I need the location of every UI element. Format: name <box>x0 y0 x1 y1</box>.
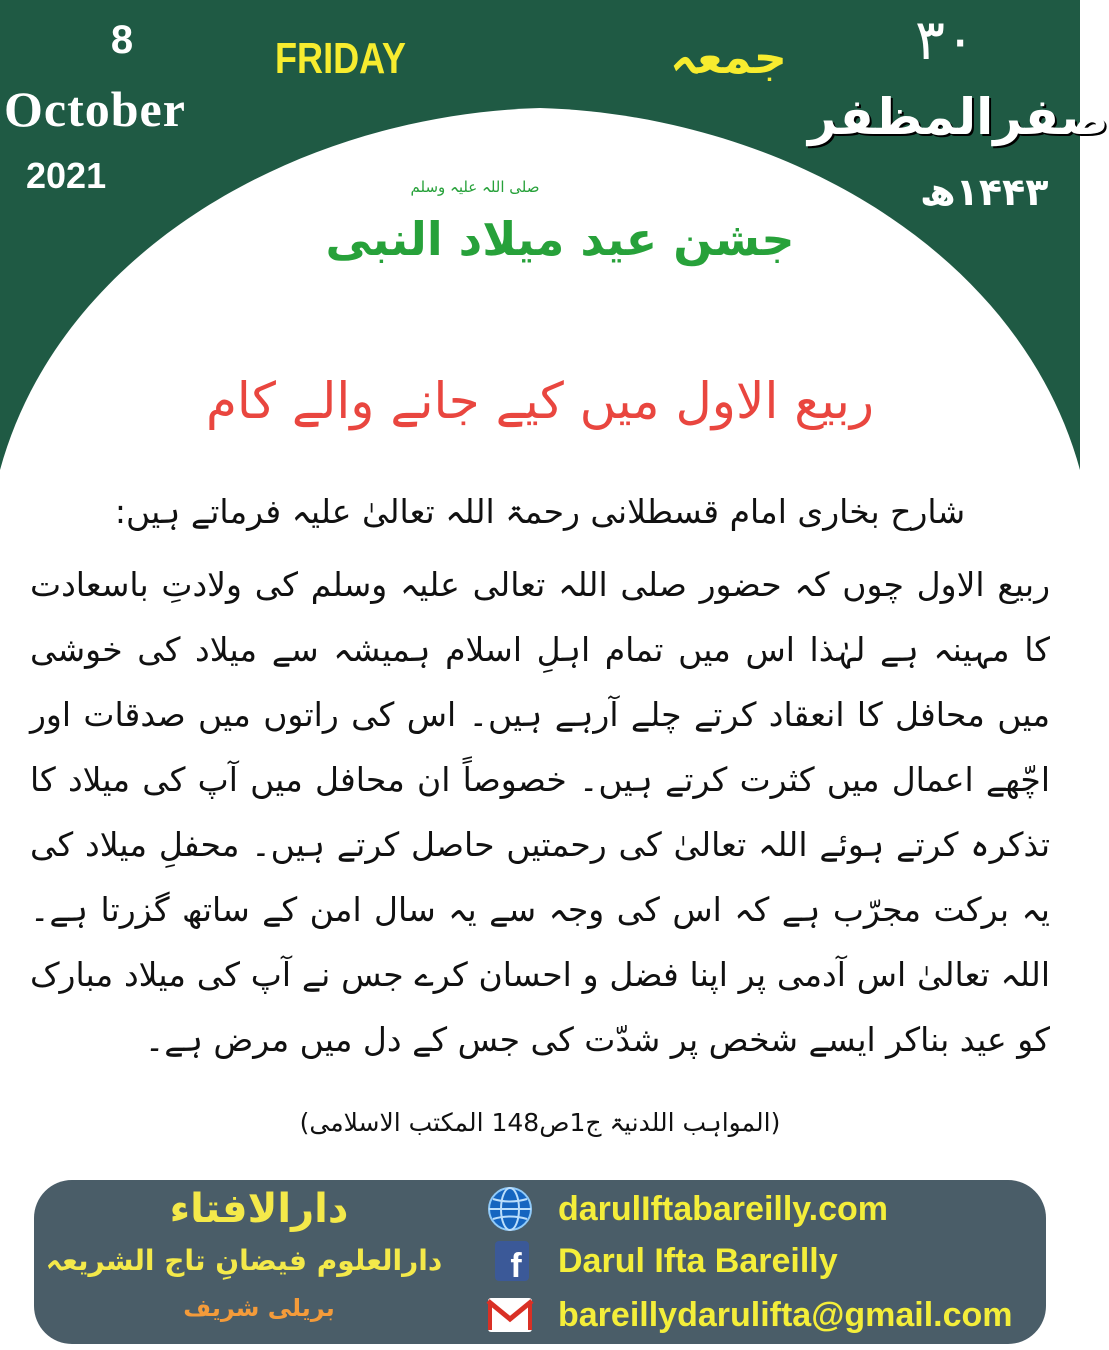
org-city: بریلی شریف <box>183 1294 335 1322</box>
logo-honorific: صلی اللہ علیہ وسلم <box>410 178 540 196</box>
globe-icon <box>484 1186 536 1232</box>
email-link[interactable] <box>484 1292 1044 1342</box>
org-institute: دارالعلوم فیضانِ تاج الشریعہ <box>45 1244 443 1277</box>
gmail-icon <box>484 1292 536 1338</box>
hijri-day: ۳۰ <box>915 8 976 73</box>
article-body: ربیع الاول چوں کہ حضور صلی اللہ تعالی علیہ وسلم کی ولادتِ باسعادت کا مہینہ ہے لہٰذا اس میں تمام اہلِ اسلام ہمیشہ سے میلاد کی خوشی میں محافل کا انعقاد کرتے چلے آرہے ہیں۔ اس کی راتوں میں صدقات اور اچّھے اعمال میں کثرت کرتے ہیں۔ خصوصاً ان محافل میں آپ کی میلاد کا تذکرہ کرتے ہوئے اللہ تعالیٰ کی رحمتیں حاصل کرتے ہیں۔ محفلِ میلاد کی یہ برکت مجرّب ہے کہ اس کی وجہ سے یہ سال امن کے ساتھ گزرتا ہے۔ اللہ تعالیٰ اس آدمی پر اپنا فضل و احسان کرے جس نے آپ کی میلاد مبارک کو عید بناکر ایسے شخص پر شدّت کی جس کے دل میں مرض ہے۔ <box>30 565 1050 1059</box>
hijri-year: ۱۴۴۳ھ <box>920 170 1049 214</box>
website-link[interactable] <box>484 1186 1044 1236</box>
article-intro: شارح بخاری امام قسطلانی رحمۃ اللہ تعالیٰ علیہ فرماتے ہیں: <box>114 492 966 531</box>
facebook-icon <box>484 1238 536 1284</box>
weekday-urdu: جمعہ <box>670 30 787 84</box>
article-reference: (المواہب اللدنیۃ ج1ص148 المکتب الاسلامی) <box>299 1108 781 1137</box>
gregorian-day: 8 <box>110 18 134 62</box>
article-headline: ربیع الاول میں کیے جانے والے کام <box>205 372 875 430</box>
logo-title: جشن عید میلاد النبی <box>325 212 795 266</box>
gregorian-year: 2021 <box>26 155 107 196</box>
eid-milad-logo <box>325 150 795 290</box>
facebook-link[interactable] <box>484 1238 1044 1288</box>
hijri-month: صفرالمظفر <box>808 88 1109 146</box>
weekday-english: FRIDAY <box>275 34 406 83</box>
facebook-text: Darul Ifta Bareilly <box>558 1242 838 1280</box>
footer-panel <box>34 1180 1046 1344</box>
org-name: دارالافتاء <box>169 1186 349 1232</box>
gregorian-month: October <box>4 81 186 137</box>
email-text: bareillydarulifta@gmail.com <box>558 1296 1013 1334</box>
svg-text:f: f <box>510 1247 522 1285</box>
website-text: darulIftabareilly.com <box>558 1190 889 1228</box>
